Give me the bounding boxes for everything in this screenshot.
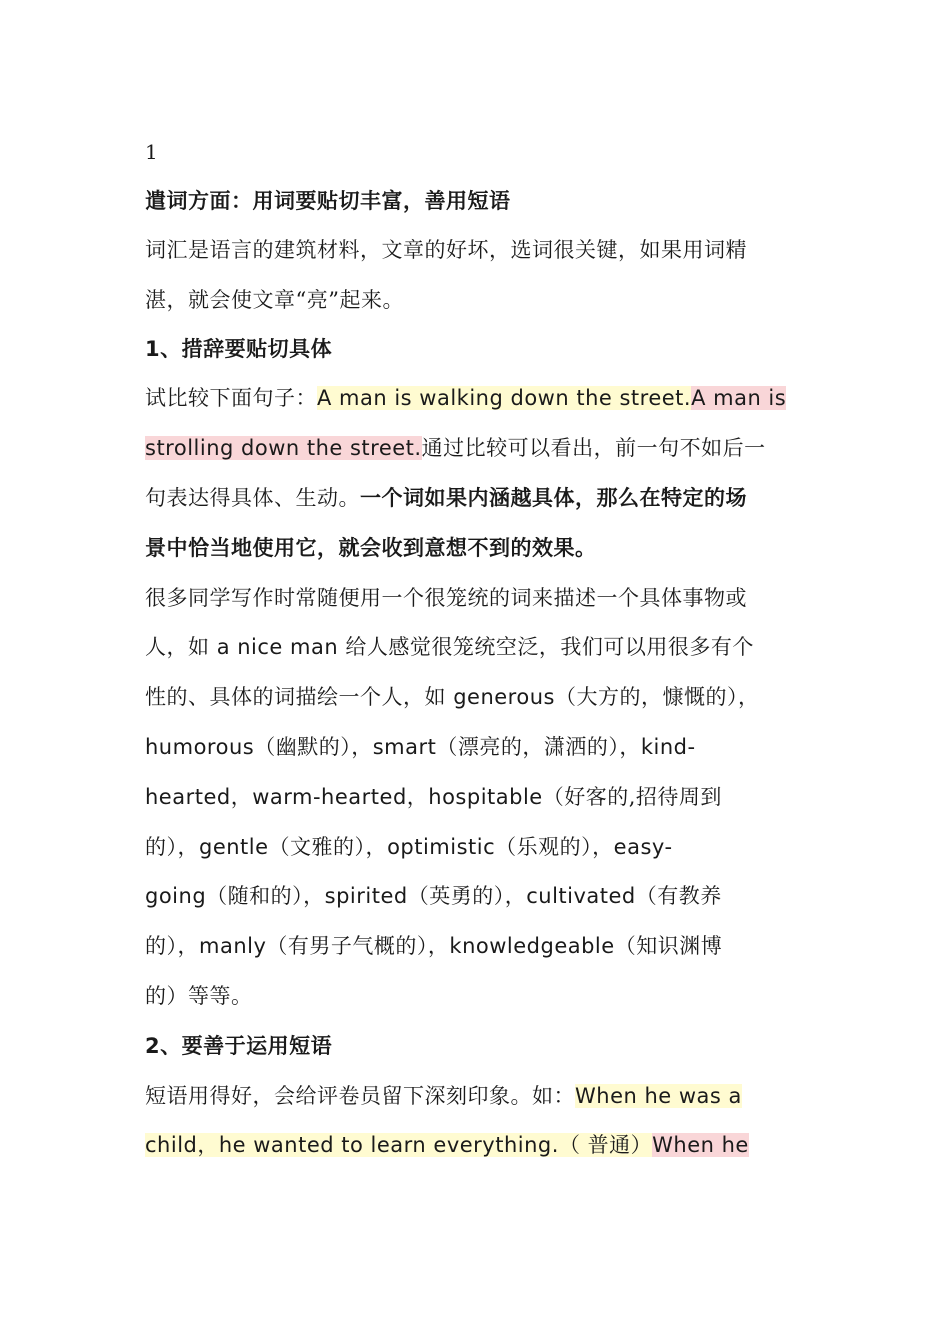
section2-heading: 2、要善于运用短语 — [145, 1034, 333, 1058]
compare-line-1 — [145, 378, 786, 418]
vocab-l3-c: （大方的，慷慨的）， — [554, 685, 760, 709]
compare-prefix: 试比较下面句子： — [145, 386, 317, 410]
phrase-line-2 — [145, 1125, 749, 1165]
vocab-l5-b: （好客的,招待周到 — [542, 785, 722, 809]
vocab-l2-a: 人，如 — [145, 635, 217, 659]
vocab-l6-c: （文雅的）， — [268, 835, 388, 859]
phrase-l2-c: When he — [652, 1133, 749, 1157]
page-number: 1 — [145, 140, 159, 164]
vocab-line-9: 的）等等。 — [145, 984, 253, 1008]
phrase-l1-b: When he was a — [575, 1084, 742, 1108]
phrase-l1-a: 短语用得好，会给评卷员留下深刻印象。如： — [145, 1084, 575, 1108]
vocab-l5-a: hearted，warm-hearted，hospitable — [145, 785, 543, 809]
vocab-l2-c: 给人感觉很笼统空泛，我们可以用很多有个 — [338, 635, 754, 659]
phrase-l2-b: （ 普通） — [558, 1133, 653, 1157]
vocab-l4-d: （漂亮的，潇洒的）， — [436, 735, 641, 759]
compare-line3-text: 句表达得具体、生动。 — [145, 486, 360, 510]
vocab-l7-d: （英勇的）， — [407, 884, 527, 908]
vocab-l6-e: （乐观的）， — [495, 835, 614, 859]
sentence-b-part1: A man is — [691, 386, 787, 410]
vocab-l7-a: going — [145, 884, 207, 908]
vocab-line-3 — [145, 677, 759, 717]
vocab-l7-b: （随和的）， — [206, 884, 325, 908]
vocab-l7-f: （有教养 — [635, 884, 722, 908]
vocab-l6-d: optimistic — [387, 835, 496, 859]
compare-line-2 — [145, 428, 766, 468]
vocab-l8-d: knowledgeable — [449, 934, 615, 958]
vocab-l6-a: 的）， — [145, 835, 199, 859]
vocab-line-4 — [145, 727, 696, 767]
intro-line-2: 湛，就会使文章“亮”起来。 — [145, 288, 404, 312]
vocab-line-7 — [145, 876, 722, 916]
vocab-l6-b: gentle — [199, 835, 269, 859]
vocab-l3-b: generous — [453, 685, 555, 709]
vocab-line-2 — [145, 627, 754, 667]
section1-heading: 1、措辞要贴切具体 — [145, 337, 333, 361]
vocab-line-5 — [145, 777, 722, 817]
vocab-l7-c: spirited — [324, 884, 408, 908]
vocab-l8-a: 的）， — [145, 934, 199, 958]
vocab-l8-e: （知识渊博 — [614, 934, 723, 958]
phrase-l2-a: child，he wanted to learn everything. — [145, 1133, 559, 1157]
bold-statement-1: 一个词如果内涵越具体，那么在特定的场 — [360, 485, 747, 510]
vocab-l4-c: smart — [372, 735, 437, 759]
vocab-l4-b: （幽默的）， — [254, 735, 373, 759]
phrase-line-1 — [145, 1076, 742, 1116]
sentence-a: A man is walking down the street. — [317, 386, 692, 410]
compare-line-3 — [145, 478, 747, 518]
sentence-b-part2: strolling down the street. — [145, 436, 422, 460]
vocab-line-6 — [145, 827, 673, 867]
compare-suffix: 通过比较可以看出，前一句不如后一 — [421, 436, 766, 460]
main-heading: 遣词方面：用词要贴切丰富，善用短语 — [145, 188, 511, 213]
vocab-l4-a: humorous — [145, 735, 255, 759]
vocab-l8-c: （有男子气概的）， — [266, 934, 450, 958]
intro-line-1: 词汇是语言的建筑材料，文章的好坏，选词很关键，如果用词精 — [145, 238, 747, 262]
vocab-l8-b: manly — [199, 934, 267, 958]
vocab-l6-f: easy- — [613, 835, 673, 859]
vocab-l7-e: cultivated — [526, 884, 636, 908]
bold-statement-2: 景中恰当地使用它，就会收到意想不到的效果。 — [145, 535, 597, 560]
vocab-l3-a: 性的、具体的词描绘一个人，如 — [145, 685, 454, 709]
vocab-l4-e: kind- — [640, 735, 696, 759]
vocab-line-8 — [145, 926, 722, 966]
vocab-line-1: 很多同学写作时常随便用一个很笼统的词来描述一个具体事物或 — [145, 586, 747, 610]
vocab-l2-b: a nice man — [216, 635, 339, 659]
